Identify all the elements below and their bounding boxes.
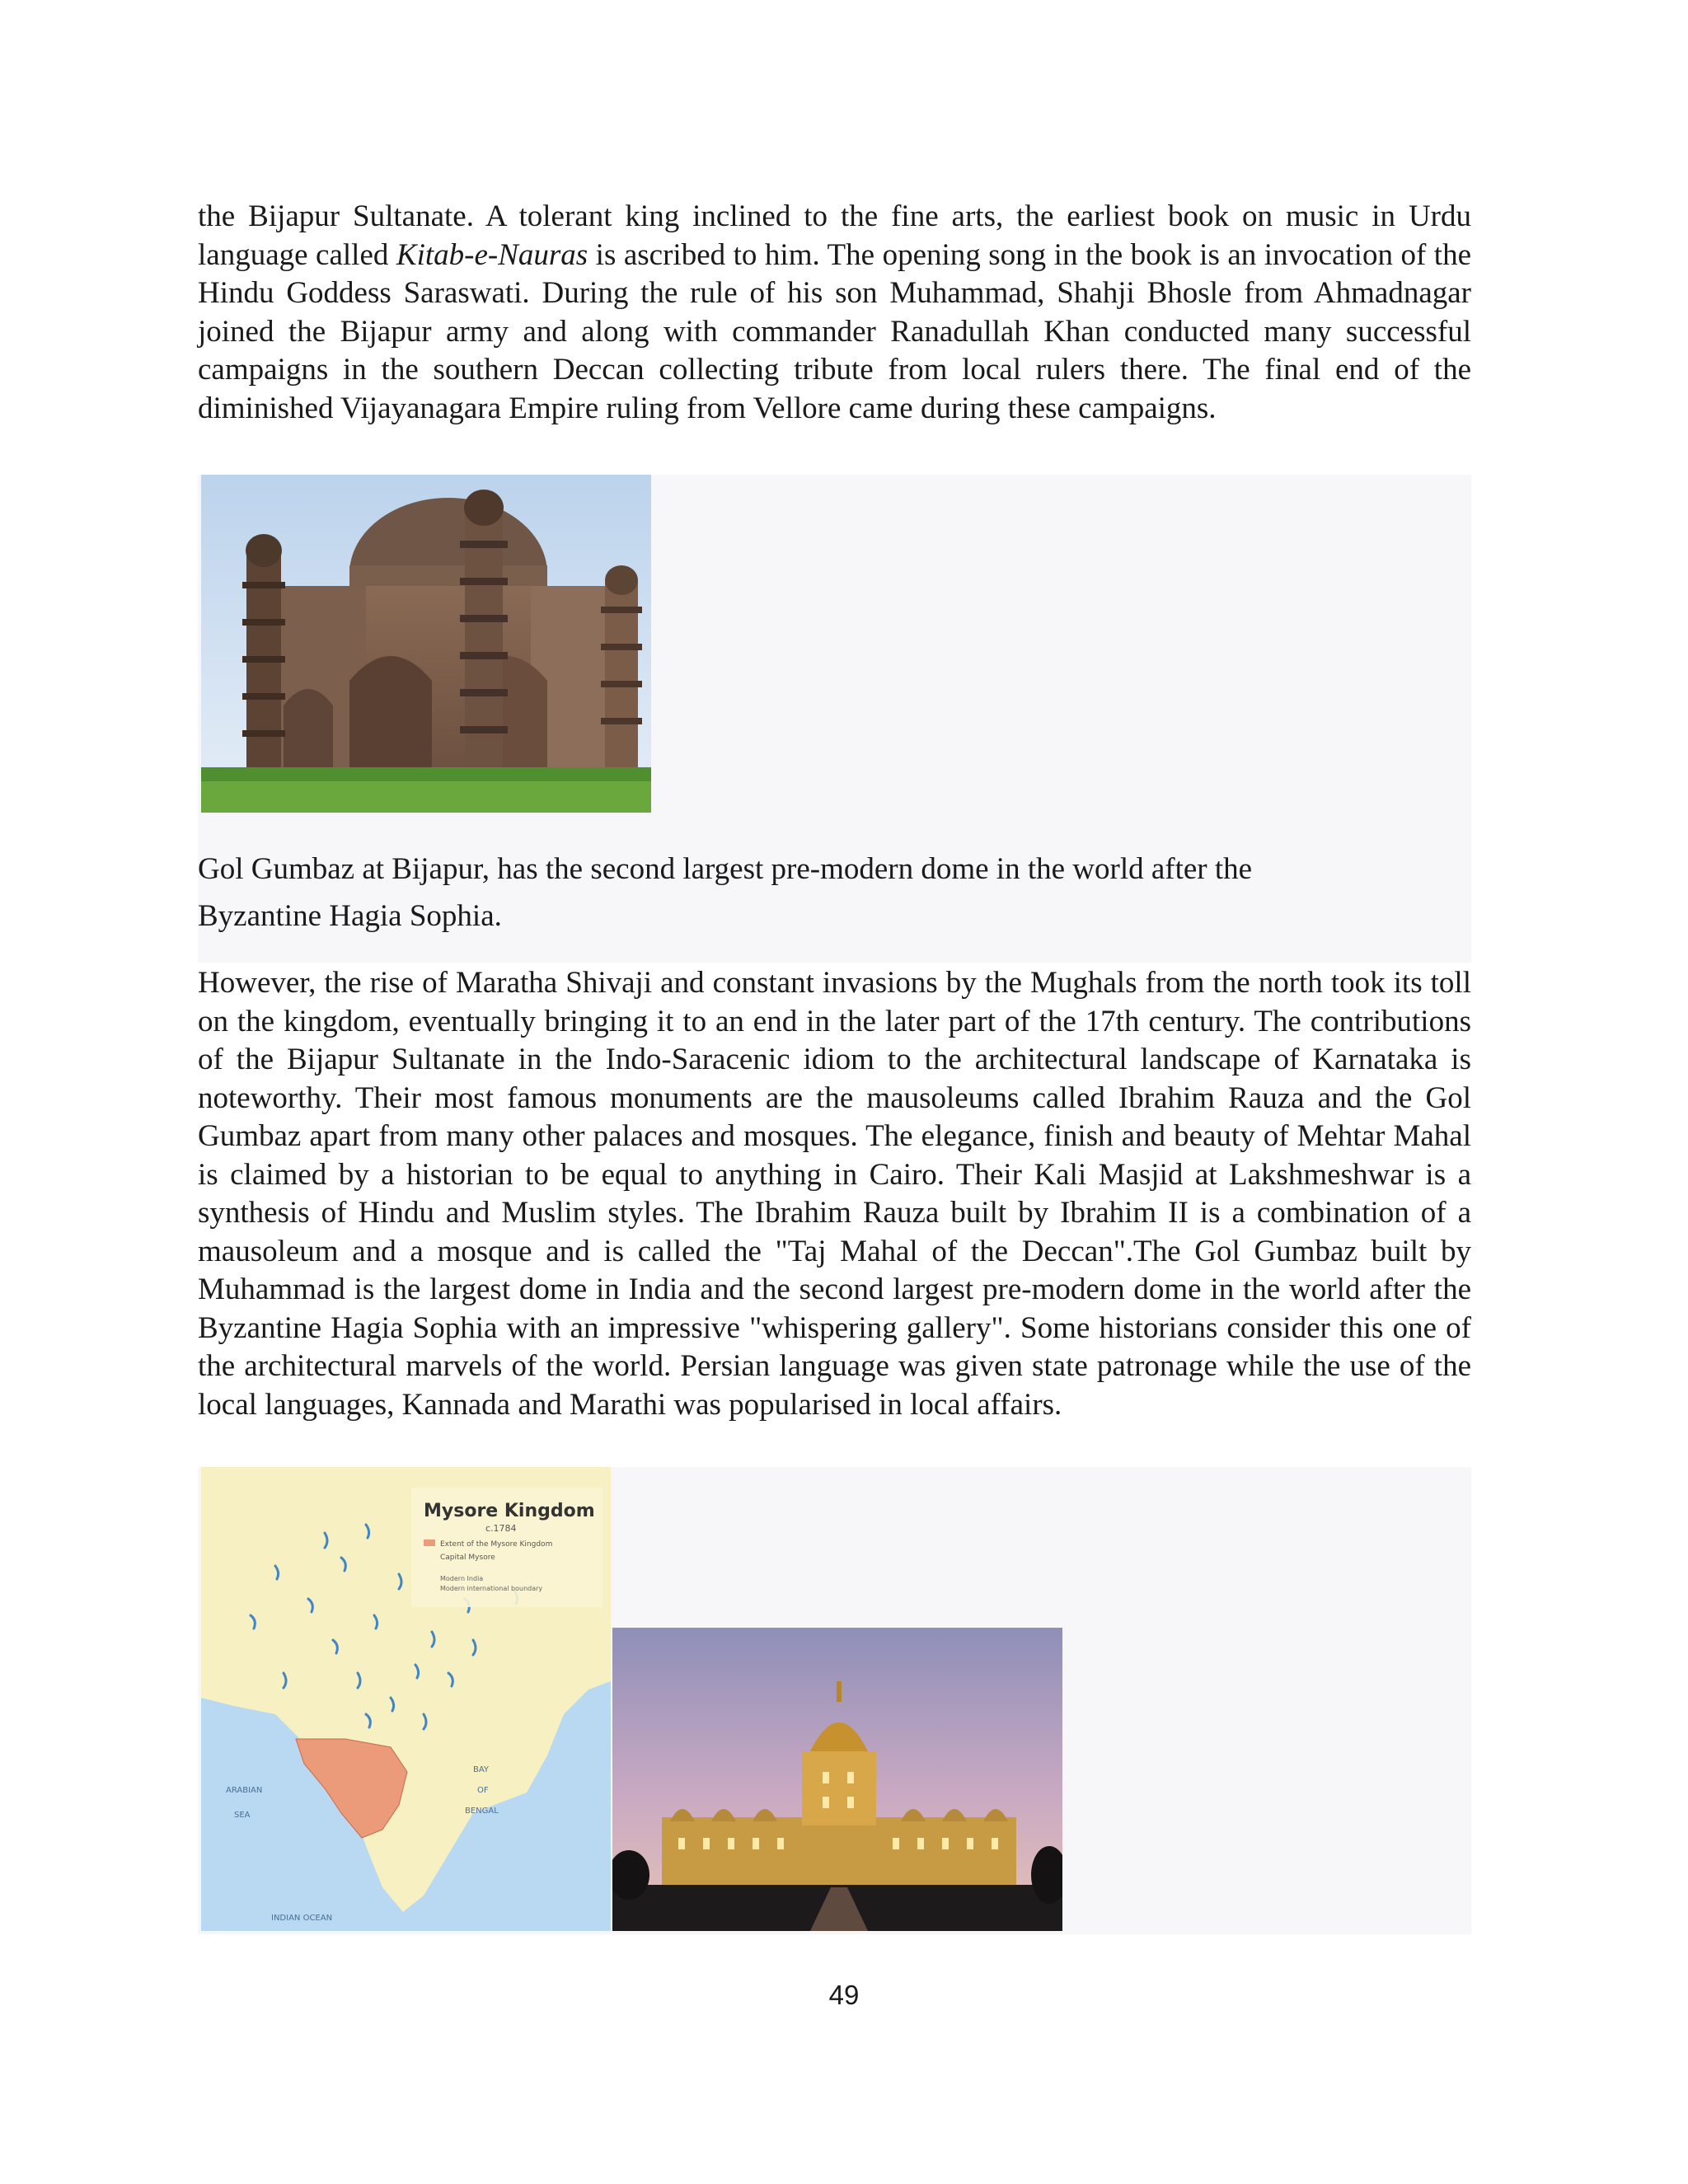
map-ocean-label: INDIAN OCEAN xyxy=(271,1914,333,1923)
gol-gumbaz-photo xyxy=(201,475,651,813)
caption-line-1: Gol Gumbaz at Bijapur, has the second largest pre-modern dome in the world after the xyxy=(198,852,1253,886)
caption-line-2: Byzantine Hagia Sophia. xyxy=(198,899,502,933)
page-number: 49 xyxy=(828,1980,860,2010)
paragraph-1 xyxy=(198,198,1471,428)
map-bay-label-2: OF xyxy=(477,1786,489,1795)
map-sea-label-2: SEA xyxy=(234,1811,251,1820)
mysore-kingdom-map xyxy=(201,1467,611,1931)
map-legend-4: Modern international boundary xyxy=(440,1585,543,1592)
map-legend-1: Extent of the Mysore Kingdom xyxy=(440,1540,553,1549)
map-legend-2: Capital Mysore xyxy=(440,1554,495,1562)
mysore-palace-photo xyxy=(612,1628,1062,1931)
map-sea-label-1: ARABIAN xyxy=(226,1786,263,1795)
map-legend-3: Modern India xyxy=(440,1575,484,1582)
figure-mysore xyxy=(198,1467,1471,1934)
paragraph-2: However, the rise of Maratha Shivaji and constant invasions by the Mughals from the north took its toll on the kingdom, eventually bringing it to an end in the later part of the 17th century. The contributions of the Bijapur Sultanate in the Indo-Saracenic idiom to the architectural landscape of Karnataka is noteworthy. Their most famous monuments are the mausoleums called Ibrahim Rauza and the Gol Gumbaz apart from many other palaces and mosques. The elegance, finish and beauty of Mehtar Mahal is claimed by a historian to be equal to anything in Cairo. Their Kali Masjid at Lakshmeshwar is a synthesis of Hindu and Muslim styles. The Ibrahim Rauza built by Ibrahim II is a combination of a mausoleum and a mosque and is called the "Taj Mahal of the Deccan".The Gol Gumbaz built by Muhammad is the largest dome in India and the second largest pre-modern dome in the world after the Byzantine Hagia Sophia with an impressive "whispering gallery". Some historians consider this one of the architectural marvels of the world. Persian language was given state patronage while the use of the local languages, Kannada and Marathi was popularised in local affairs. xyxy=(198,966,1471,1422)
map-bay-label-1: BAY xyxy=(473,1765,490,1774)
paragraph-1-text-b: is ascribed to him. The opening song in the book is an invocation of the Hindu Goddess Saraswati. During the rule of his son Muhammad, Shahji Bhosle from Ahmadnagar joined the Bijapur army and along with commander Ranadullah Khan conducted many successful campaigns in the southern Deccan collecting tribute from local rulers there. The final end of the diminished Vijayanagara Empire ruling from Vellore came during these campaigns. xyxy=(198,237,1471,425)
book-title: Kitab-e-Nauras xyxy=(396,237,588,272)
map-subtitle: c.1784 xyxy=(485,1523,517,1534)
paragraph-1-text-a: the Bijapur Sultanate. A tolerant king inclined to the fine arts, the earliest book on music in Urdu language called xyxy=(198,199,1471,272)
map-title: Mysore Kingdom xyxy=(424,1501,595,1521)
map-bay-label-3: BENGAL xyxy=(465,1807,499,1816)
figure-gol-gumbaz xyxy=(198,475,1471,963)
figure-caption xyxy=(198,846,1471,940)
